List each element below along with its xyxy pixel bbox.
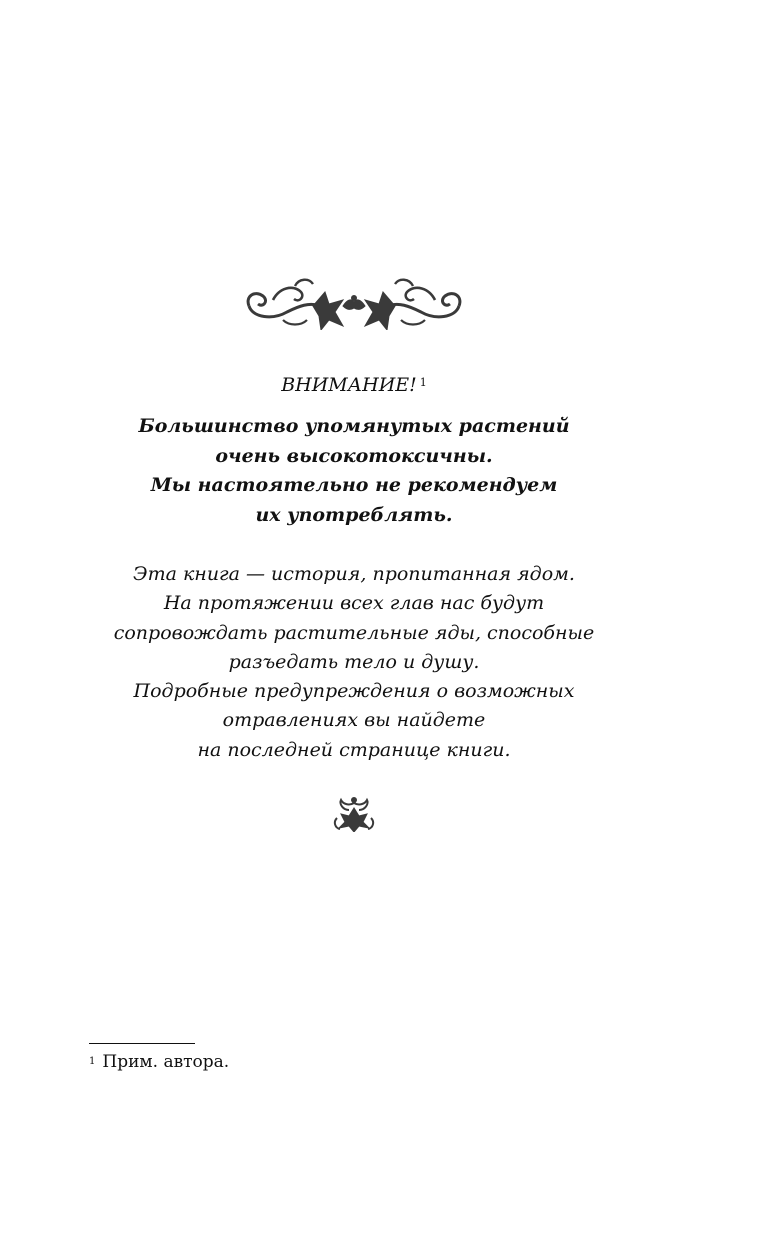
floral-fleuron-icon	[331, 796, 377, 832]
intro-line: На протяжении всех глав нас будут	[163, 592, 545, 615]
intro-line: Подробные предупреждения о возможных	[133, 680, 575, 703]
warning-line: Большинство упомянутых растений	[138, 415, 570, 437]
intro-line: сопровождать растительные яды, способные	[113, 621, 595, 644]
floral-vignette-icon	[243, 276, 465, 330]
intro-line: разъедать тело и душу.	[228, 650, 480, 673]
footnote-text: Прим. автора.	[102, 1052, 230, 1072]
warning-line: их употреблять.	[255, 503, 453, 526]
intro-line: отравлениях вы найдете	[222, 709, 486, 732]
intro-line: Эта книга — история, пропитанная ядом.	[133, 563, 575, 585]
toxicity-warning	[0, 412, 708, 530]
footnote-reference: 1	[419, 376, 427, 389]
intro-line: на последней странице книги.	[197, 738, 511, 761]
footnote	[89, 1051, 229, 1073]
footnote-mark: 1	[89, 1056, 96, 1067]
warning-heading	[0, 372, 708, 398]
warning-heading-text: ВНИМАНИЕ!	[281, 374, 417, 396]
intro-paragraph	[0, 560, 708, 765]
warning-line: очень высокотоксичны.	[215, 444, 493, 467]
warning-line: Мы настоятельно не рекомендуем	[150, 474, 558, 496]
footnote-separator	[89, 1043, 195, 1044]
